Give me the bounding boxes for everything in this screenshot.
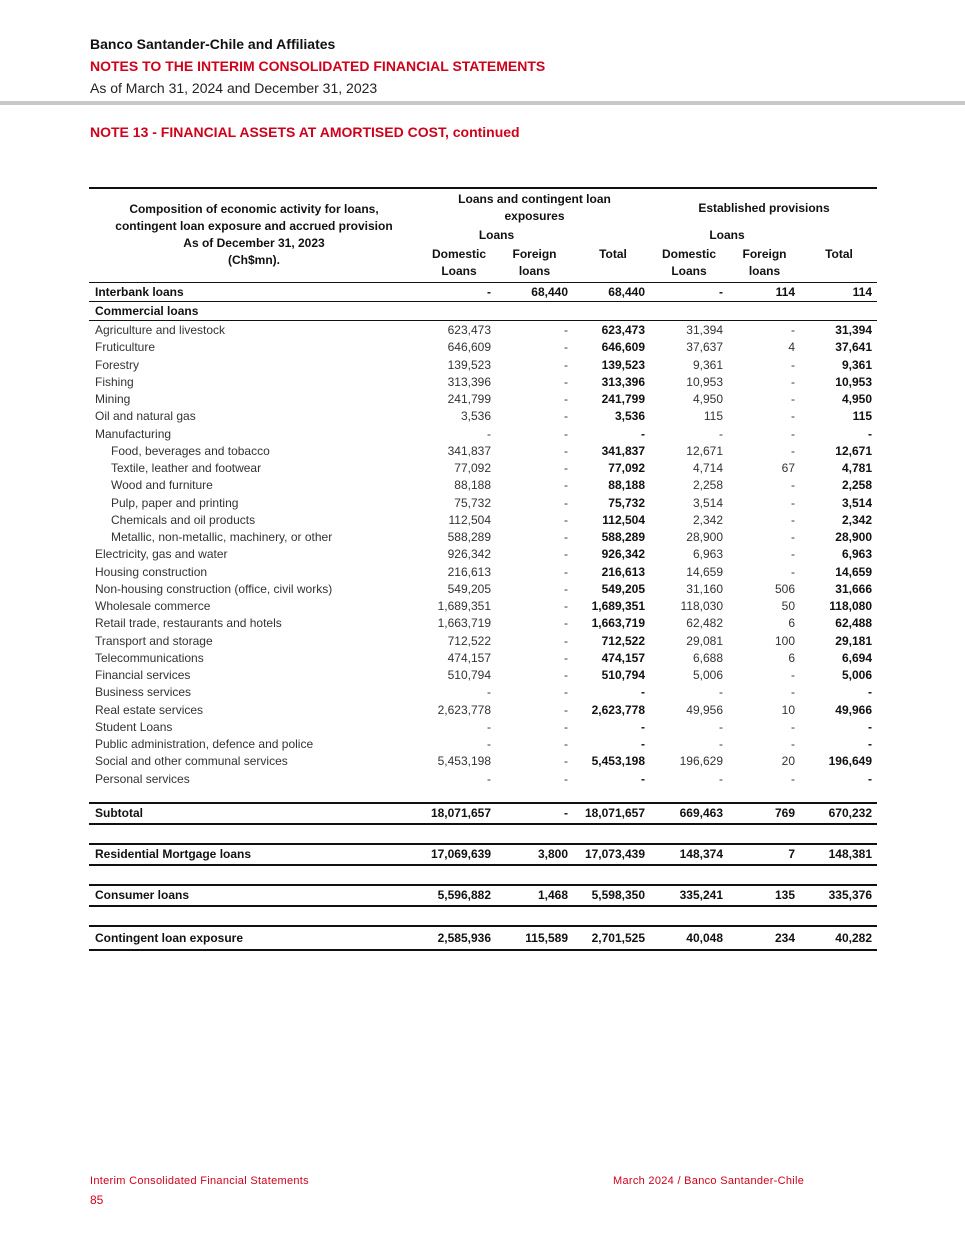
row-cell: 49,966 <box>835 702 872 717</box>
row-cell: 10 <box>781 702 795 717</box>
interbank-row <box>89 282 877 301</box>
row-cell: 10,953 <box>686 374 723 389</box>
row-label: Transport and storage <box>95 633 213 648</box>
consumer-domestic: 5,596,882 <box>437 887 491 902</box>
row-cell: 3,536 <box>614 409 645 424</box>
row-label: Non-housing construction (office, civil works) <box>95 581 333 596</box>
table-row <box>89 581 877 598</box>
commercial-rows <box>89 321 877 794</box>
row-cell: 88,188 <box>608 478 645 493</box>
row-cell: - <box>791 512 795 527</box>
row-cell: 115 <box>703 409 723 424</box>
row-label: Food, beverages and tobacco <box>111 443 270 458</box>
table-row <box>89 702 877 719</box>
row-cell: - <box>564 564 568 579</box>
row-cell: 88,188 <box>454 478 491 493</box>
row-cell: - <box>564 478 568 493</box>
commercial-loans-label: Commercial loans <box>95 304 199 318</box>
group2-subheader: Loans <box>709 228 745 242</box>
row-label: Business services <box>95 685 192 700</box>
contingent-row <box>89 925 877 951</box>
row-cell: 9,361 <box>692 357 723 372</box>
table-row <box>89 684 877 701</box>
row-cell: 6,963 <box>841 547 872 562</box>
contingent-prov-foreign: 234 <box>774 930 795 945</box>
table-row <box>89 391 877 408</box>
row-cell: 196,629 <box>679 754 723 769</box>
col-domestic-line-1: Domestic <box>431 247 487 261</box>
row-cell: - <box>791 530 795 544</box>
row-cell: 14,659 <box>686 564 723 579</box>
row-cell: 1,663,719 <box>437 616 491 631</box>
interbank-prov-total: 114 <box>852 285 872 299</box>
mortgage-row <box>89 843 877 866</box>
row-label: Retail trade, restaurants and hotels <box>95 616 282 631</box>
table-row <box>89 650 877 667</box>
table-row <box>89 322 877 339</box>
row-cell: 5,006 <box>841 668 872 682</box>
row-cell: - <box>791 478 795 493</box>
row-cell: - <box>564 461 568 475</box>
contingent-domestic: 2,585,936 <box>437 930 491 945</box>
row-cell: 241,799 <box>447 392 491 406</box>
row-cell: 474,157 <box>447 650 491 665</box>
row-cell: 12,671 <box>686 443 723 458</box>
row-label: Mining <box>95 392 131 406</box>
col-prov-foreign-line-1: Foreign <box>742 247 787 261</box>
row-cell: - <box>564 547 568 562</box>
row-cell: 4,950 <box>841 392 872 406</box>
row-cell: - <box>564 771 568 786</box>
row-cell: - <box>641 737 645 751</box>
table-row <box>89 633 877 650</box>
table-row <box>89 529 877 546</box>
row-cell: - <box>564 340 568 355</box>
consumer-total: 5,598,350 <box>591 887 645 902</box>
col-prov-foreign-line-2: loans <box>748 264 781 278</box>
subtotal-row <box>89 802 877 825</box>
consumer-foreign: 1,468 <box>537 887 568 902</box>
row-label: Telecommunications <box>95 650 204 665</box>
row-cell: 12,671 <box>835 443 872 458</box>
table-row <box>89 564 877 581</box>
row-cell: - <box>487 685 491 700</box>
row-cell: 3,514 <box>841 495 872 510</box>
row-label: Housing construction <box>95 564 208 579</box>
subtotal-total: 18,071,657 <box>584 805 645 820</box>
row-cell: 9,361 <box>841 357 872 372</box>
row-cell: - <box>791 426 795 441</box>
row-cell: 549,205 <box>601 581 645 596</box>
row-cell: 100 <box>774 633 795 648</box>
group1-header <box>427 191 642 225</box>
row-cell: 313,396 <box>601 374 645 389</box>
col-total-provisions: Total <box>825 247 853 261</box>
row-cell: 241,799 <box>601 392 645 406</box>
row-label: Fruticulture <box>95 340 156 355</box>
table-row <box>89 374 877 391</box>
row-cell: 510,794 <box>447 668 491 682</box>
row-cell: - <box>791 685 795 700</box>
row-cell: - <box>564 409 568 424</box>
row-cell: 6,694 <box>841 650 872 665</box>
row-cell: - <box>564 495 568 510</box>
row-label: Public administration, defence and police <box>95 737 314 751</box>
header-divider <box>0 101 965 105</box>
commercial-loans-header <box>89 301 877 321</box>
table-row <box>89 426 877 443</box>
row-cell: 712,522 <box>447 633 491 648</box>
table-row <box>89 771 877 788</box>
row-cell: 646,609 <box>447 340 491 355</box>
row-cell: 139,523 <box>601 357 645 372</box>
row-label: Student Loans <box>95 719 173 734</box>
row-cell: 588,289 <box>601 530 645 544</box>
row-cell: - <box>564 581 568 596</box>
notes-title: NOTES TO THE INTERIM CONSOLIDATED FINANCIAL STATEMENTS <box>90 58 546 74</box>
group1-line-2: exposures <box>504 209 565 223</box>
row-cell: - <box>564 374 568 389</box>
row-cell: 14,659 <box>835 564 872 579</box>
consumer-label: Consumer loans <box>95 887 190 902</box>
table-row <box>89 357 877 374</box>
row-cell: 112,504 <box>448 512 491 527</box>
row-label: Textile, leather and footwear <box>111 461 262 475</box>
desc-line-2: contingent loan exposure and accrued provision <box>115 219 393 233</box>
row-cell: 6 <box>788 650 795 665</box>
row-cell: 549,205 <box>447 581 491 596</box>
row-cell: - <box>487 426 491 441</box>
subtotal-prov-domestic: 669,463 <box>679 805 723 820</box>
row-cell: 216,613 <box>601 564 645 579</box>
row-cell: - <box>487 771 491 786</box>
row-cell: 2,623,778 <box>591 702 645 717</box>
row-cell: 62,482 <box>686 616 723 631</box>
consumer-prov-foreign: 135 <box>774 887 795 902</box>
table-header <box>89 187 877 282</box>
row-cell: 3,514 <box>692 495 723 510</box>
row-label: Oil and natural gas <box>95 409 196 424</box>
contingent-total: 2,701,525 <box>591 930 645 945</box>
row-cell: 20 <box>781 754 795 769</box>
table-row <box>89 753 877 770</box>
row-cell: 29,181 <box>835 633 872 648</box>
row-cell: - <box>564 616 568 631</box>
row-cell: 139,523 <box>447 357 491 372</box>
row-cell: - <box>719 771 723 786</box>
row-cell: 926,342 <box>601 547 645 562</box>
mortgage-prov-domestic: 148,374 <box>679 846 723 861</box>
row-cell: - <box>791 409 795 424</box>
consumer-row <box>89 884 877 907</box>
row-cell: 31,160 <box>686 581 723 596</box>
row-cell: - <box>868 685 872 700</box>
row-cell: - <box>564 357 568 372</box>
row-cell: - <box>868 771 872 786</box>
table-row <box>89 667 877 684</box>
col-foreign-line-1: Foreign <box>512 247 557 261</box>
row-cell: - <box>564 426 568 441</box>
row-cell: 118,030 <box>680 599 723 613</box>
col-prov-domestic-line-1: Domestic <box>661 247 717 261</box>
row-label: Metallic, non-metallic, machinery, or other <box>111 530 333 544</box>
row-cell: - <box>564 443 568 458</box>
row-cell: 5,453,198 <box>591 754 645 769</box>
row-cell: 28,900 <box>686 530 723 544</box>
row-cell: 37,641 <box>835 340 872 355</box>
row-cell: 6,963 <box>692 547 723 562</box>
date-line: As of March 31, 2024 and December 31, 2023 <box>90 80 378 96</box>
row-cell: 77,092 <box>454 461 491 475</box>
row-cell: - <box>791 719 795 734</box>
row-cell: 77,092 <box>608 461 645 475</box>
row-label: Pulp, paper and printing <box>111 495 239 510</box>
row-cell: 712,522 <box>601 633 645 648</box>
row-cell: 3,536 <box>460 409 491 424</box>
row-cell: - <box>791 392 795 406</box>
mortgage-total: 17,073,439 <box>584 846 645 861</box>
row-label: Wood and furniture <box>111 478 213 493</box>
row-cell: 588,289 <box>447 530 491 544</box>
row-cell: 4,781 <box>841 461 872 475</box>
row-cell: 2,342 <box>841 512 872 527</box>
row-cell: - <box>641 719 645 734</box>
row-cell: 112,504 <box>602 512 645 527</box>
row-cell: - <box>564 719 568 734</box>
footer-left: Interim Consolidated Financial Statements <box>90 1175 309 1187</box>
row-cell: 2,342 <box>692 512 723 527</box>
description-header <box>89 201 419 269</box>
contingent-prov-total: 40,282 <box>835 930 872 945</box>
contingent-prov-domestic: 40,048 <box>686 930 723 945</box>
table-row <box>89 495 877 512</box>
interbank-domestic: - <box>487 285 491 299</box>
row-cell: 4,950 <box>692 392 723 406</box>
group2-header: Established provisions <box>698 201 830 215</box>
row-cell: - <box>564 633 568 648</box>
row-cell: 115 <box>852 409 872 424</box>
row-cell: 31,394 <box>686 323 723 337</box>
col-foreign-provisions <box>727 246 802 280</box>
row-cell: - <box>564 668 568 682</box>
col-prov-domestic-line-2: Loans <box>671 264 707 278</box>
row-cell: 5,006 <box>692 668 723 682</box>
table-row <box>89 719 877 736</box>
row-cell: 31,666 <box>835 581 872 596</box>
row-label: Electricity, gas and water <box>95 547 228 562</box>
row-cell: - <box>791 374 795 389</box>
row-cell: - <box>564 599 568 613</box>
row-cell: 341,837 <box>447 443 491 458</box>
row-cell: - <box>719 737 723 751</box>
row-cell: - <box>791 495 795 510</box>
row-cell: 5,453,198 <box>437 754 491 769</box>
row-cell: 196,649 <box>828 754 872 769</box>
row-cell: 28,900 <box>835 530 872 544</box>
row-label: Manufacturing <box>95 426 172 441</box>
row-cell: 313,396 <box>447 374 491 389</box>
row-cell: 506 <box>774 581 795 596</box>
row-cell: 926,342 <box>447 547 491 562</box>
col-foreign-loans <box>497 246 572 280</box>
table-row <box>89 615 877 632</box>
desc-line-3: As of December 31, 2023 <box>183 236 325 250</box>
mortgage-domestic: 17,069,639 <box>430 846 491 861</box>
row-label: Fishing <box>95 374 134 389</box>
subtotal-prov-total: 670,232 <box>828 805 872 820</box>
row-cell: 29,081 <box>686 633 723 648</box>
row-cell: 6,688 <box>692 650 723 665</box>
row-cell: - <box>564 512 568 527</box>
row-cell: - <box>564 685 568 700</box>
row-cell: - <box>641 685 645 700</box>
table-row <box>89 736 877 753</box>
consumer-prov-domestic: 335,241 <box>679 887 723 902</box>
row-cell: 49,956 <box>686 702 723 717</box>
table-row <box>89 512 877 529</box>
row-cell: - <box>791 737 795 751</box>
interbank-foreign: 68,440 <box>531 285 568 299</box>
row-cell: - <box>564 702 568 717</box>
row-cell: - <box>868 737 872 751</box>
row-cell: - <box>791 357 795 372</box>
group1-subheader: Loans <box>478 228 515 242</box>
company-name: Banco Santander-Chile and Affiliates <box>90 36 336 52</box>
table-row <box>89 443 877 460</box>
col-foreign-line-2: loans <box>518 264 551 278</box>
table-row <box>89 477 877 494</box>
row-label: Wholesale commerce <box>95 599 211 613</box>
row-cell: - <box>791 547 795 562</box>
page-number: 85 <box>90 1193 104 1207</box>
footer-right: March 2024 / Banco Santander-Chile <box>613 1175 805 1187</box>
row-cell: 75,732 <box>454 495 491 510</box>
row-cell: 510,794 <box>601 668 645 682</box>
group1-line-1: Loans and contingent loan <box>458 192 611 206</box>
row-cell: - <box>487 737 491 751</box>
row-label: Real estate services <box>95 702 204 717</box>
row-cell: 1,689,351 <box>437 599 491 613</box>
interbank-label: Interbank loans <box>95 285 184 299</box>
row-label: Chemicals and oil products <box>111 512 256 527</box>
note-title: NOTE 13 - FINANCIAL ASSETS AT AMORTISED COST, continued <box>90 124 520 140</box>
row-cell: - <box>791 564 795 579</box>
row-cell: - <box>487 719 491 734</box>
mortgage-label: Residential Mortgage loans <box>95 846 252 861</box>
row-cell: - <box>719 719 723 734</box>
row-cell: 10,953 <box>835 374 872 389</box>
row-cell: 50 <box>781 599 795 613</box>
row-cell: - <box>641 771 645 786</box>
row-cell: 37,637 <box>686 340 723 355</box>
table-row <box>89 339 877 356</box>
row-cell: - <box>564 737 568 751</box>
row-cell: - <box>719 426 723 441</box>
row-cell: - <box>564 392 568 406</box>
contingent-label: Contingent loan exposure <box>95 930 244 945</box>
row-cell: - <box>564 323 568 337</box>
row-cell: 646,609 <box>601 340 645 355</box>
row-cell: 341,837 <box>601 443 645 458</box>
economic-activity-table <box>89 187 877 951</box>
row-cell: - <box>791 771 795 786</box>
mortgage-prov-total: 148,381 <box>828 846 872 861</box>
interbank-total: 68,440 <box>608 285 645 299</box>
row-cell: - <box>868 426 872 441</box>
table-row <box>89 408 877 425</box>
table-row <box>89 598 877 615</box>
row-cell: 4,714 <box>692 461 723 475</box>
row-cell: - <box>564 754 568 769</box>
row-cell: - <box>791 323 795 337</box>
row-cell: 2,258 <box>692 478 723 493</box>
consumer-prov-total: 335,376 <box>828 887 872 902</box>
row-cell: 6 <box>788 616 795 631</box>
row-cell: 1,689,351 <box>591 599 645 613</box>
row-cell: 2,623,778 <box>437 702 491 717</box>
row-label: Agriculture and livestock <box>95 323 226 337</box>
row-cell: - <box>564 530 568 544</box>
row-cell: - <box>641 426 645 441</box>
row-cell: - <box>868 719 872 734</box>
row-cell: - <box>791 668 795 682</box>
col-domestic-line-2: Loans <box>441 264 477 278</box>
contingent-foreign: 115,589 <box>525 930 568 945</box>
desc-line-4: (Ch$mn). <box>228 253 280 267</box>
table-row <box>89 460 877 477</box>
col-domestic-loans <box>419 246 499 280</box>
interbank-prov-domestic: - <box>719 285 723 299</box>
mortgage-prov-foreign: 7 <box>788 846 795 861</box>
subtotal-prov-foreign: 769 <box>774 805 795 820</box>
row-cell: - <box>791 443 795 458</box>
row-cell: - <box>719 685 723 700</box>
interbank-prov-foreign: 114 <box>775 285 795 299</box>
row-label: Financial services <box>95 668 191 682</box>
col-domestic-provisions <box>649 246 729 280</box>
row-cell: 31,394 <box>835 323 872 337</box>
subtotal-foreign: - <box>564 805 568 820</box>
row-cell: 1,663,719 <box>591 616 645 631</box>
row-cell: 75,732 <box>608 495 645 510</box>
row-cell: 623,473 <box>601 323 645 337</box>
table-row <box>89 546 877 563</box>
row-cell: 216,613 <box>447 564 491 579</box>
row-cell: 474,157 <box>601 650 645 665</box>
row-cell: 67 <box>781 461 795 475</box>
subtotal-domestic: 18,071,657 <box>430 805 491 820</box>
row-cell: - <box>564 650 568 665</box>
row-cell: 623,473 <box>447 323 491 337</box>
row-label: Forestry <box>95 357 140 372</box>
row-cell: 4 <box>788 340 795 355</box>
subtotal-label: Subtotal <box>95 805 143 820</box>
row-cell: 118,080 <box>829 599 872 613</box>
row-cell: 62,488 <box>835 616 872 631</box>
desc-line-1: Composition of economic activity for loans, <box>129 202 379 216</box>
row-label: Social and other communal services <box>95 754 288 769</box>
row-label: Personal services <box>95 771 190 786</box>
row-cell: 2,258 <box>841 478 872 493</box>
col-total-loans: Total <box>599 247 627 261</box>
mortgage-foreign: 3,800 <box>537 846 568 861</box>
